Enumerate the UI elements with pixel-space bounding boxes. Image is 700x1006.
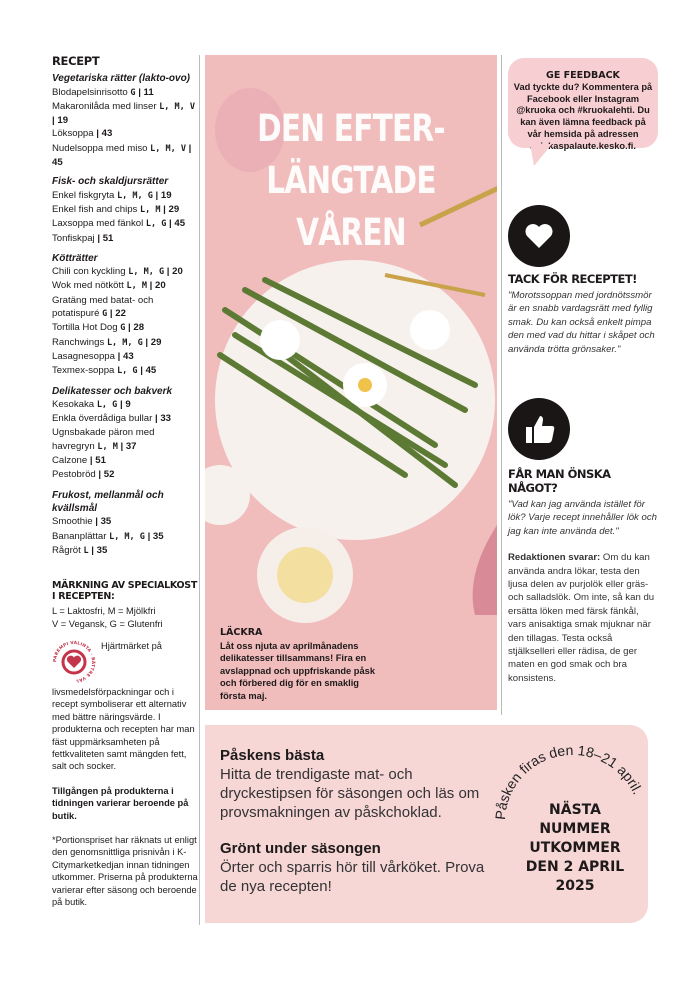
teaser-heading: Påskens bästa [220, 747, 325, 764]
recipe-name: Lasagnesoppa [52, 350, 115, 362]
diet-tags: G [130, 87, 136, 98]
diet-tags: L, M, V [150, 143, 186, 154]
separator: | [160, 203, 169, 215]
feedback-text: Vad tyckte du? Kommentera på Facebook eller Instagram @kruoka och #kruokalehti. Du kan även lämna feedback på vår hemsida på adressen asiakaspalaute.kesko.fi. [513, 81, 653, 151]
recipe-index-heading: RECEPT [52, 54, 100, 68]
separator: | [142, 336, 151, 348]
separator: | [164, 266, 173, 278]
special-diet-heading: MÄRKNING AV SPECIALKOST I RECEPTEN: [52, 580, 198, 603]
diet-tags: L, M, V [159, 101, 196, 112]
recipe-item [52, 294, 198, 322]
heart-icon [508, 205, 570, 267]
recipe-name: Blodapelsinrisotto [52, 86, 128, 98]
thanks-section [508, 205, 658, 356]
page-number: 45 [174, 218, 186, 230]
feature-title-line: VÅREN [296, 211, 406, 254]
heart-logo-text: PAREMPI VALINTA · BÄTTRE VAL [52, 640, 96, 683]
page-number: 28 [133, 322, 145, 334]
separator: | [98, 469, 104, 481]
recipe-item [52, 265, 198, 279]
heart-symbol-logo [52, 640, 96, 684]
separator: | [135, 86, 144, 98]
separator: | [97, 232, 103, 244]
separator: | [166, 218, 175, 230]
recipe-item [52, 189, 198, 203]
recipe-category-heading: Fisk- och skaldjursrätter [52, 176, 169, 188]
recipe-category-heading: Vegetariska rätter (lakto-ovo) [52, 73, 191, 85]
page-number: 33 [160, 413, 171, 425]
diet-tags: L, G [145, 219, 167, 230]
separator: | [88, 544, 97, 556]
page-number: 51 [102, 232, 114, 244]
separator: | [144, 530, 153, 542]
separator: | [185, 142, 192, 154]
easter-date-text: Påsken firas den 18–21 april. [491, 741, 647, 821]
legend-line-1: L = Laktosfri, M = Mjölkfri [52, 606, 156, 617]
wish-section [508, 398, 658, 685]
recipe-item [52, 350, 198, 364]
recipe-name: Tonfiskpaj [52, 232, 95, 244]
recipe-item [52, 321, 198, 335]
recipe-category-heading: Kötträtter [52, 252, 98, 264]
next-issue-box [205, 725, 648, 923]
separator: | [52, 115, 58, 127]
answer-text: Om du kan använda andra lökar, testa den ljusa delen av purjolök eller gräs- och salladslök. Om inte, så kan du ersätta löken med färsk fänkål, vars anisaktiga smak mjuknar när den tillagas. Testa också stjälkselleri eller rädisa, de ger maten en god smak och bra konsistens. [508, 552, 655, 684]
diet-tags: L, M, G [106, 337, 143, 348]
recipe-name: Bananplättar [52, 530, 107, 542]
feature-title-line: DEN EFTER- [257, 107, 445, 150]
recipe-name: Ugnsbakade päron med havregryn [52, 427, 155, 452]
recipe-name: Kesokaka [52, 398, 95, 410]
heart-symbol-text: Hjärtmärket på livsmedelsförpackningar och i recept symboliserar ett alternativ med bättre näringsvärde. I produkterna och recepten har man fäst uppmärksamheten på fettkvaliteten samt mängden fett, salt och socker. [52, 640, 195, 772]
announcement-line: 2025 [555, 878, 595, 894]
diet-tags: L, M [126, 281, 147, 292]
separator: | [95, 516, 101, 528]
page-number: 29 [150, 336, 162, 348]
price-note: *Portionspriset har räknats ut enligt den genomsnittliga prisnivån i K-Citymarketkedjan innan tidningen utkommer. Priserna på produkterna varierar efter säsong och beroende på butik. [52, 834, 198, 907]
separator: | [89, 455, 96, 467]
recipe-item [52, 100, 198, 128]
announcement-line: DEN 2 APRIL [525, 859, 625, 875]
page-number: 29 [168, 203, 180, 215]
recipe-name: Smoothie [52, 516, 93, 528]
page-number: 9 [125, 398, 131, 410]
heart-symbol-info [52, 640, 198, 773]
thanks-heading: TACK FÖR RECEPTET! [508, 272, 637, 286]
page-number: 22 [115, 308, 126, 320]
feature-photo [205, 55, 497, 710]
wish-quote: "Vad kan jag använda istället för lök? Varje recept innehåller lök och jag kan inte använda det." [508, 499, 657, 537]
separator: | [96, 128, 102, 140]
separator: | [117, 350, 123, 362]
recipe-item [52, 127, 198, 141]
recipe-name: Ranchwings [52, 336, 105, 348]
photo-caption [220, 627, 380, 702]
answer-label: Redaktionen svarar: [508, 552, 601, 564]
announcement-line: NUMMER [539, 821, 611, 837]
availability-note: Tillgången på produkterna i tidningen varierar beroende på butik. [52, 785, 189, 821]
page-number: 19 [160, 189, 172, 201]
page-number: 20 [154, 280, 166, 292]
diet-tags: G [120, 323, 126, 334]
recipe-item [52, 203, 198, 217]
page-number: 35 [152, 530, 164, 542]
diet-tags: L, M [97, 441, 118, 452]
diet-tags: L, G [96, 399, 118, 410]
next-issue-announcement [515, 801, 635, 896]
feedback-bubble [508, 58, 658, 151]
page-number: 20 [172, 266, 183, 278]
wish-heading: FÅR MAN ÖNSKA NÅGOT? [508, 467, 611, 495]
page-number: 51 [95, 455, 106, 467]
thumbs-up-icon [508, 398, 570, 460]
separator: | [146, 280, 155, 292]
separator: | [117, 440, 126, 452]
page-number: 37 [125, 440, 137, 452]
recipe-name: Löksoppa [52, 128, 94, 140]
separator: | [107, 308, 116, 320]
recipe-item [52, 336, 198, 350]
page-number: 35 [100, 516, 112, 528]
page-number: 52 [103, 469, 115, 481]
separator: | [154, 413, 161, 425]
page-number: 43 [101, 128, 113, 140]
recipe-item [52, 232, 198, 246]
page-number: 45 [52, 157, 63, 169]
recipe-item [52, 426, 198, 454]
page-number: 11 [143, 86, 154, 98]
page-number: 35 [96, 544, 108, 556]
feature-title [234, 103, 468, 259]
announcement-line: NÄSTA [549, 802, 601, 818]
recipe-name: Texmex-soppa [52, 365, 115, 377]
recipe-item [52, 217, 198, 231]
special-diet-legend [52, 580, 198, 630]
feedback-heading: GE FEEDBACK [546, 70, 620, 81]
recipe-category-heading: Frukost, mellanmål och kvällsmål [52, 489, 164, 514]
recipe-item [52, 364, 198, 378]
recipe-name: Rågröt [52, 544, 81, 556]
recipe-name: Makaronilåda med linser [52, 100, 157, 112]
recipe-item [52, 544, 198, 558]
recipe-item [52, 412, 198, 426]
recipe-item [52, 468, 198, 482]
diet-tags: L [83, 545, 89, 556]
diet-tags: L, G [117, 366, 138, 377]
recipe-name: Gratäng med batat- och potatispuré [52, 294, 154, 320]
next-issue-teasers [220, 747, 490, 896]
recipe-name: Laxsoppa med fänkol [52, 218, 144, 230]
recipe-category-heading: Delikatesser och bakverk [52, 385, 173, 397]
recipe-item [52, 454, 198, 468]
recipe-name: Enkel fiskgryta [52, 189, 115, 201]
caption-text: Låt oss njuta av aprilmånadens delikatesser tillsammans! Fira en avslappnad och uppfriskande påsk och förbered dig för en smaklig första maj. [220, 640, 375, 701]
recipe-item [52, 279, 198, 293]
recipe-index [52, 55, 198, 908]
recipe-item [52, 142, 198, 170]
column-divider-right [501, 55, 502, 715]
recipe-name: Pestobröd [52, 469, 96, 481]
recipe-item [52, 86, 198, 100]
thanks-quote: "Morotssoppan med jordnötssmör är en snabb vardagsrätt med fyllig smak. Du kan också enkelt pimpa den med vad du hittar i skåpet och använda trötta grönsaker." [508, 290, 655, 355]
teaser-text: Hitta de trendigaste mat- och dryckestipsen för säsongen och läs om provsmakningen av påskchoklad. [220, 766, 480, 821]
separator: | [152, 189, 161, 201]
teaser-heading: Grönt under säsongen [220, 840, 381, 857]
announcement-line: UTKOMMER [529, 840, 621, 856]
recipe-item [52, 398, 198, 412]
page-number: 45 [145, 365, 157, 377]
diet-tags: G [102, 309, 108, 320]
editor-answer [508, 551, 658, 685]
recipe-name: Calzone [52, 455, 88, 467]
recipe-name: Nudelsoppa med miso [52, 142, 148, 154]
separator: | [117, 398, 126, 410]
diet-tags: L, M, G [109, 531, 145, 542]
recipe-name: Chili con kyckling [52, 266, 126, 278]
diet-tags: L, M, G [128, 267, 165, 278]
page-number: 43 [122, 350, 134, 362]
diet-tags: L, M [140, 204, 161, 215]
recipe-name: Enkla överdådiga bullar [52, 413, 153, 425]
column-divider-left [199, 55, 200, 925]
recipe-item [52, 530, 198, 544]
legend-line-2: V = Vegansk, G = Glutenfri [52, 618, 163, 629]
diet-tags: L, M, G [117, 190, 153, 201]
recipe-name: Tortilla Hot Dog [52, 322, 118, 334]
recipe-name: Wok med nötkött [52, 280, 124, 292]
caption-heading: LÄCKRA [220, 627, 263, 638]
recipe-item [52, 515, 198, 529]
recipe-name: Enkel fish and chips [52, 203, 138, 215]
separator: | [137, 365, 146, 377]
page-number: 19 [57, 115, 69, 127]
teaser-text: Örter och sparris hör till vårköket. Prova de nya recepten! [220, 859, 485, 895]
separator: | [125, 322, 134, 334]
feature-title-line: LÄNGTADE [266, 159, 436, 202]
